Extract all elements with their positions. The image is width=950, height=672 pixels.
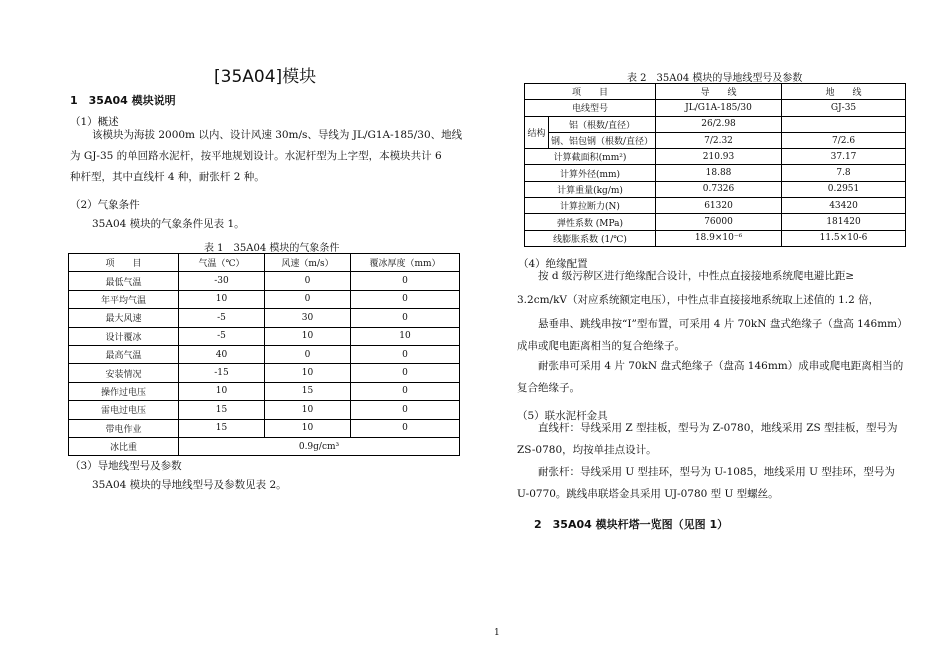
overview-line-3: 种杆型，其中直线杆 4 种，耐张杆 2 种。 bbox=[70, 171, 265, 183]
table-cell: 7.8 bbox=[782, 165, 906, 181]
table-cell: 年平均气温 bbox=[69, 290, 179, 308]
insulation-line-4: 成串或爬电距离相当的复合绝缘子。 bbox=[517, 340, 685, 352]
table2-caption: 表 2 35A04 模块的导地线型号及参数 bbox=[627, 73, 803, 84]
table-cell: 181420 bbox=[782, 214, 906, 230]
table-row bbox=[525, 132, 906, 148]
table-row bbox=[69, 401, 460, 419]
table-cell: 0 bbox=[351, 309, 460, 327]
overview-line-1: 该模块为海拔 2000m 以内、设计风速 30m/s、导线为 JL/G1A-185/30、地线 bbox=[92, 129, 463, 141]
insulation-line-5: 耐张串可采用 4 片 70kN 盘式绝缘子（盘高 146mm）成串或爬电距离相当的 bbox=[538, 360, 904, 372]
table-header-cell: 导 线 bbox=[656, 84, 782, 100]
table-header-cell: 风速（m/s） bbox=[265, 254, 351, 272]
overview-line-2: 为 GJ-35 的单回路水泥杆，按平地规划设计。水泥杆型为上字型，本模块共计 6 bbox=[70, 150, 442, 162]
table-cell: 18.88 bbox=[656, 165, 782, 181]
table-cell: 210.93 bbox=[656, 149, 782, 165]
table-cell: 10 bbox=[179, 290, 265, 308]
table-cell: 26/2.98 bbox=[656, 116, 782, 132]
section2-heading: 2 35A04 模块杆塔一览图（见图 1） bbox=[534, 518, 729, 531]
table-header-cell: 气温（℃） bbox=[179, 254, 265, 272]
wire-parameters-table bbox=[524, 83, 906, 247]
table-cell bbox=[782, 116, 906, 132]
fittings-line-2: ZS-0780，均按单挂点设计。 bbox=[517, 444, 657, 456]
table-cell: 操作过电压 bbox=[69, 382, 179, 400]
table-cell: 0.7326 bbox=[656, 181, 782, 197]
table-row bbox=[69, 327, 460, 345]
table-cell: 0 bbox=[351, 419, 460, 437]
table-row bbox=[525, 181, 906, 197]
table-cell: 最高气温 bbox=[69, 345, 179, 363]
table-cell: 计算拉断力(N) bbox=[525, 198, 656, 214]
table1-caption: 表 1 35A04 模块的气象条件 bbox=[204, 243, 340, 254]
table-row bbox=[69, 345, 460, 363]
table-header-row bbox=[69, 254, 460, 272]
table-cell: 安装情况 bbox=[69, 364, 179, 382]
table-cell: 15 bbox=[265, 382, 351, 400]
table-cell: 线膨胀系数 (1/℃) bbox=[525, 230, 656, 246]
table-cell: 11.5×10-6 bbox=[782, 230, 906, 246]
weather-table bbox=[68, 253, 460, 456]
table-row bbox=[525, 214, 906, 230]
table-cell: 钢、铝包钢（根数/直径） bbox=[549, 132, 656, 148]
table-row bbox=[69, 419, 460, 437]
table-cell: 0 bbox=[265, 272, 351, 290]
table-cell: 18.9×10⁻⁶ bbox=[656, 230, 782, 246]
table-row bbox=[69, 272, 460, 290]
table-cell: -15 bbox=[179, 364, 265, 382]
table-cell: 计算重量(kg/m) bbox=[525, 181, 656, 197]
table-cell: 雷电过电压 bbox=[69, 401, 179, 419]
overview-heading: （1）概述 bbox=[70, 116, 119, 128]
table-row bbox=[69, 437, 460, 455]
table-cell: 37.17 bbox=[782, 149, 906, 165]
table-row bbox=[525, 198, 906, 214]
table-cell: 76000 bbox=[656, 214, 782, 230]
table-header-row bbox=[525, 84, 906, 100]
section1-heading: 1 35A04 模块说明 bbox=[70, 94, 176, 107]
insulation-line-3: 悬垂串、跳线串按“I”型布置，可采用 4 片 70kN 盘式绝缘子（盘高 146mm） bbox=[538, 318, 908, 330]
table-cell: 7/2.6 bbox=[782, 132, 906, 148]
page-number: 1 bbox=[494, 628, 500, 638]
table-row bbox=[69, 364, 460, 382]
table-cell: 计算截面积(mm²) bbox=[525, 149, 656, 165]
table-row bbox=[69, 309, 460, 327]
table-cell: 0 bbox=[351, 345, 460, 363]
ice-density-value: 0.9g/cm³ bbox=[179, 437, 460, 455]
table-cell: 计算外径(mm) bbox=[525, 165, 656, 181]
table-row bbox=[69, 382, 460, 400]
table-cell: 10 bbox=[265, 327, 351, 345]
insulation-line-1: 按 d 级污秽区进行绝缘配合设计，中性点直接接地系统爬电避比距≥ bbox=[538, 270, 855, 282]
table-row bbox=[525, 116, 906, 132]
fittings-line-1: 直线杆：导线采用 Z 型挂板，型号为 Z-0780，地线采用 ZS 型挂板，型号为 bbox=[538, 422, 898, 434]
table-cell: 0 bbox=[351, 272, 460, 290]
table-cell: 弹性系数 (MPa) bbox=[525, 214, 656, 230]
table-row bbox=[525, 165, 906, 181]
table-cell: 0 bbox=[351, 290, 460, 308]
table-header-cell: 地 线 bbox=[782, 84, 906, 100]
weather-intro: 35A04 模块的气象条件见表 1。 bbox=[92, 218, 245, 230]
fittings-line-4: U-0770。跳线串联塔金具采用 UJ-0780 型 U 型螺丝。 bbox=[517, 488, 779, 500]
table-cell: 10 bbox=[179, 382, 265, 400]
table-cell: 10 bbox=[265, 419, 351, 437]
page-title: [35A04]模块 bbox=[214, 67, 317, 87]
table-cell: 40 bbox=[179, 345, 265, 363]
table-cell: 0 bbox=[351, 401, 460, 419]
ice-density-label: 冰比重 bbox=[69, 437, 179, 455]
table-cell: 0 bbox=[351, 382, 460, 400]
fittings-line-3: 耐张杆：导线采用 U 型挂环，型号为 U-1085，地线采用 U 型挂环，型号为 bbox=[538, 466, 895, 478]
table-cell: 43420 bbox=[782, 198, 906, 214]
table-cell: 设计覆冰 bbox=[69, 327, 179, 345]
table-cell: 带电作业 bbox=[69, 419, 179, 437]
table-cell: -5 bbox=[179, 327, 265, 345]
table-cell: 0 bbox=[265, 345, 351, 363]
table-cell: 最低气温 bbox=[69, 272, 179, 290]
table-cell: GJ-35 bbox=[782, 100, 906, 116]
table-cell: 10 bbox=[351, 327, 460, 345]
table-cell: 15 bbox=[179, 401, 265, 419]
table-cell: -30 bbox=[179, 272, 265, 290]
table-cell: 电线型号 bbox=[525, 100, 656, 116]
table-cell: 30 bbox=[265, 309, 351, 327]
table-cell: 0 bbox=[265, 290, 351, 308]
table-header-cell: 项 目 bbox=[69, 254, 179, 272]
weather-heading: （2）气象条件 bbox=[70, 199, 140, 211]
table-cell: 0.2951 bbox=[782, 181, 906, 197]
table-cell: 15 bbox=[179, 419, 265, 437]
table-cell: 最大风速 bbox=[69, 309, 179, 327]
insulation-line-6: 复合绝缘子。 bbox=[517, 382, 580, 394]
table-row bbox=[69, 290, 460, 308]
table-cell: 61320 bbox=[656, 198, 782, 214]
table-cell: -5 bbox=[179, 309, 265, 327]
table-cell: 铝（根数/直径） bbox=[549, 116, 656, 132]
structure-label: 结构 bbox=[525, 116, 549, 149]
fittings-heading: （5）联水泥杆金具 bbox=[517, 410, 608, 422]
table-row bbox=[525, 100, 906, 116]
table-cell: 7/2.32 bbox=[656, 132, 782, 148]
insulation-line-2: 3.2cm/kV（对应系统额定电压），中性点非直接接地系统取上述值的 1.2 倍， bbox=[517, 294, 880, 306]
table-header-cell: 覆冰厚度（mm） bbox=[351, 254, 460, 272]
table-header-cell: 项 目 bbox=[525, 84, 656, 100]
table-cell: 0 bbox=[351, 364, 460, 382]
table-row bbox=[525, 149, 906, 165]
table-cell: 10 bbox=[265, 401, 351, 419]
wire-heading: （3）导地线型号及参数 bbox=[70, 460, 182, 472]
table-cell: JL/G1A-185/30 bbox=[656, 100, 782, 116]
wire-intro: 35A04 模块的导地线型号及参数见表 2。 bbox=[92, 479, 287, 491]
table-row bbox=[525, 230, 906, 246]
table-cell: 10 bbox=[265, 364, 351, 382]
insulation-heading: （4）绝缘配置 bbox=[518, 258, 588, 270]
